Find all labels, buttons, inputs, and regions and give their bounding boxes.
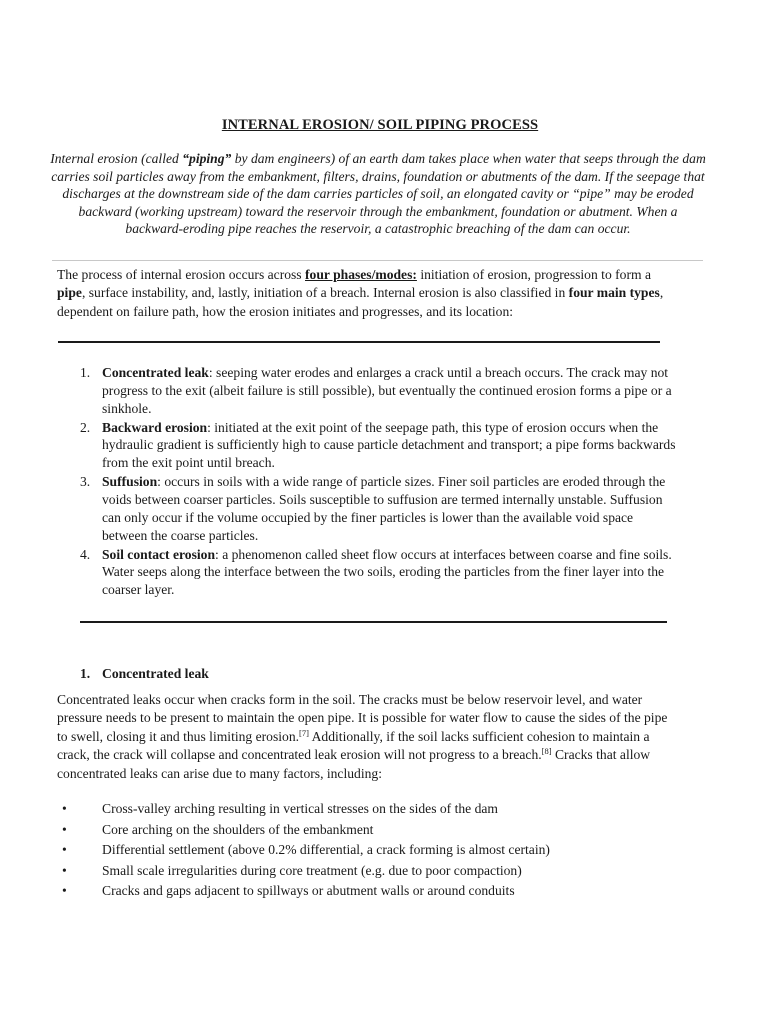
phases-text-3: , surface instability, and, lastly, initiation of a breach. Internal erosion is also classified in	[81, 285, 569, 301]
phases-term-four-phases: four phases/modes:	[305, 267, 417, 282]
type-description: : occurs in soils with a wide range of particle sizes. Finer soil particles are eroded through the voids between coarser particles. Soils susceptible to suffusion are termed internally unstable. Suffusion can only occur if the volume occupied by the finer particles is lower than the available void space between the coarse particles.	[102, 474, 666, 543]
list-number: 1.	[80, 365, 91, 380]
type-name: Backward erosion	[102, 419, 208, 435]
bullet-item	[60, 861, 680, 882]
erosion-types-list	[60, 364, 680, 600]
bullet-item	[60, 820, 680, 841]
list-number: 2.	[80, 419, 91, 435]
list-item	[60, 364, 680, 417]
bullet-text: Differential settlement (above 0.2% differential, a crack forming is almost certain)	[102, 842, 550, 857]
divider-top	[58, 341, 660, 343]
list-item	[60, 419, 680, 472]
section-heading	[80, 666, 209, 682]
type-description: : seeping water erodes and enlarges a crack until a breach occurs. The crack may not progress to the exit (albeit failure is still possible), but eventually the continued erosion forms a pipe or a sinkhole.	[102, 365, 672, 416]
intro-text-start: Internal erosion (called	[50, 151, 183, 166]
list-number: 3.	[80, 474, 91, 490]
leak-text-3: Cracks that allow concentrated leaks can arise due to many factors, including:	[57, 747, 651, 781]
type-name: Soil contact erosion	[102, 546, 216, 562]
phases-text-4: , dependent on failure path, how the erosion initiates and progresses, and its location:	[57, 285, 664, 319]
bullet-icon: •	[62, 821, 67, 837]
list-item	[60, 546, 680, 599]
bullet-item	[60, 840, 680, 861]
phases-term-pipe: pipe	[57, 285, 82, 301]
section-number: 1.	[80, 666, 91, 681]
leak-text-1: Concentrated leaks occur when cracks form in the soil. The cracks must be below reservoir level, and water pressure needs to be present to maintain the open pipe. It is possible for water flow to cause the sides of the pipe to swell, closing it and thus limiting erosion.	[57, 692, 668, 744]
list-number: 4.	[80, 546, 91, 562]
intro-paragraph	[50, 150, 706, 238]
phases-term-four-types: four main types	[568, 285, 660, 301]
type-name: Suffusion	[102, 474, 158, 490]
citation-ref: [7]	[299, 727, 309, 738]
bullet-icon: •	[62, 801, 67, 816]
bullet-icon: •	[62, 842, 67, 857]
phases-paragraph	[57, 266, 677, 321]
bullet-icon: •	[62, 862, 67, 878]
bullet-item	[60, 799, 680, 820]
section-title: Concentrated leak	[102, 666, 209, 681]
type-description: : initiated at the exit point of the seepage path, this type of erosion occurs when the hydraulic gradient is sufficiently high to cause particle detachment and transport; a pipe forms backwards from the exit point until breach.	[102, 419, 676, 471]
intro-text-rest: by dam engineers) of an earth dam takes place when water that seeps through the dam carries soil particles away from the embankment, filters, drains, foundation or abutments of the dam. If the seepage that discharges at the downstream side of the dam carries particles of soil, an elongated cavity or “pipe” may be eroded backward (working upstream) toward the reservoir through the embankment, foundation or abutment. When a backward-eroding pipe reaches the reservoir, a catastrophic breaching of the dam can occur.	[51, 151, 706, 237]
bullet-icon: •	[62, 883, 67, 898]
thin-divider	[52, 260, 703, 261]
list-item	[60, 473, 680, 544]
bullet-text: Small scale irregularities during core treatment (e.g. due to poor compaction)	[102, 862, 522, 878]
bullet-text: Cross-valley arching resulting in vertical stresses on the sides of the dam	[102, 801, 499, 816]
crack-factors-list	[60, 799, 680, 902]
phases-text-2: initiation of erosion, progression to form a	[416, 267, 651, 282]
type-name: Concentrated leak	[102, 365, 209, 380]
leak-text-2: Additionally, if the soil lacks sufficient cohesion to maintain a crack, the crack will collapse and concentrated leak erosion will not progress to a breach.	[57, 728, 650, 763]
bullet-item	[60, 881, 680, 902]
type-description: : a phenomenon called sheet flow occurs at interfaces between coarse and fine soils. Water seeps along the interface between the two soils, eroding the particles from the finer layer into the coarser layer.	[102, 546, 672, 598]
intro-term-piping: “piping”	[182, 151, 232, 166]
bullet-text: Core arching on the shoulders of the embankment	[102, 821, 374, 837]
citation-ref: [8]	[541, 746, 552, 757]
phases-text-1: The process of internal erosion occurs across	[57, 267, 305, 282]
divider-bottom	[80, 621, 667, 623]
bullet-text: Cracks and gaps adjacent to spillways or abutment walls or around conduits	[102, 883, 515, 898]
concentrated-leak-paragraph	[57, 691, 677, 783]
document-title: INTERNAL EROSION/ SOIL PIPING PROCESS	[221, 117, 539, 133]
